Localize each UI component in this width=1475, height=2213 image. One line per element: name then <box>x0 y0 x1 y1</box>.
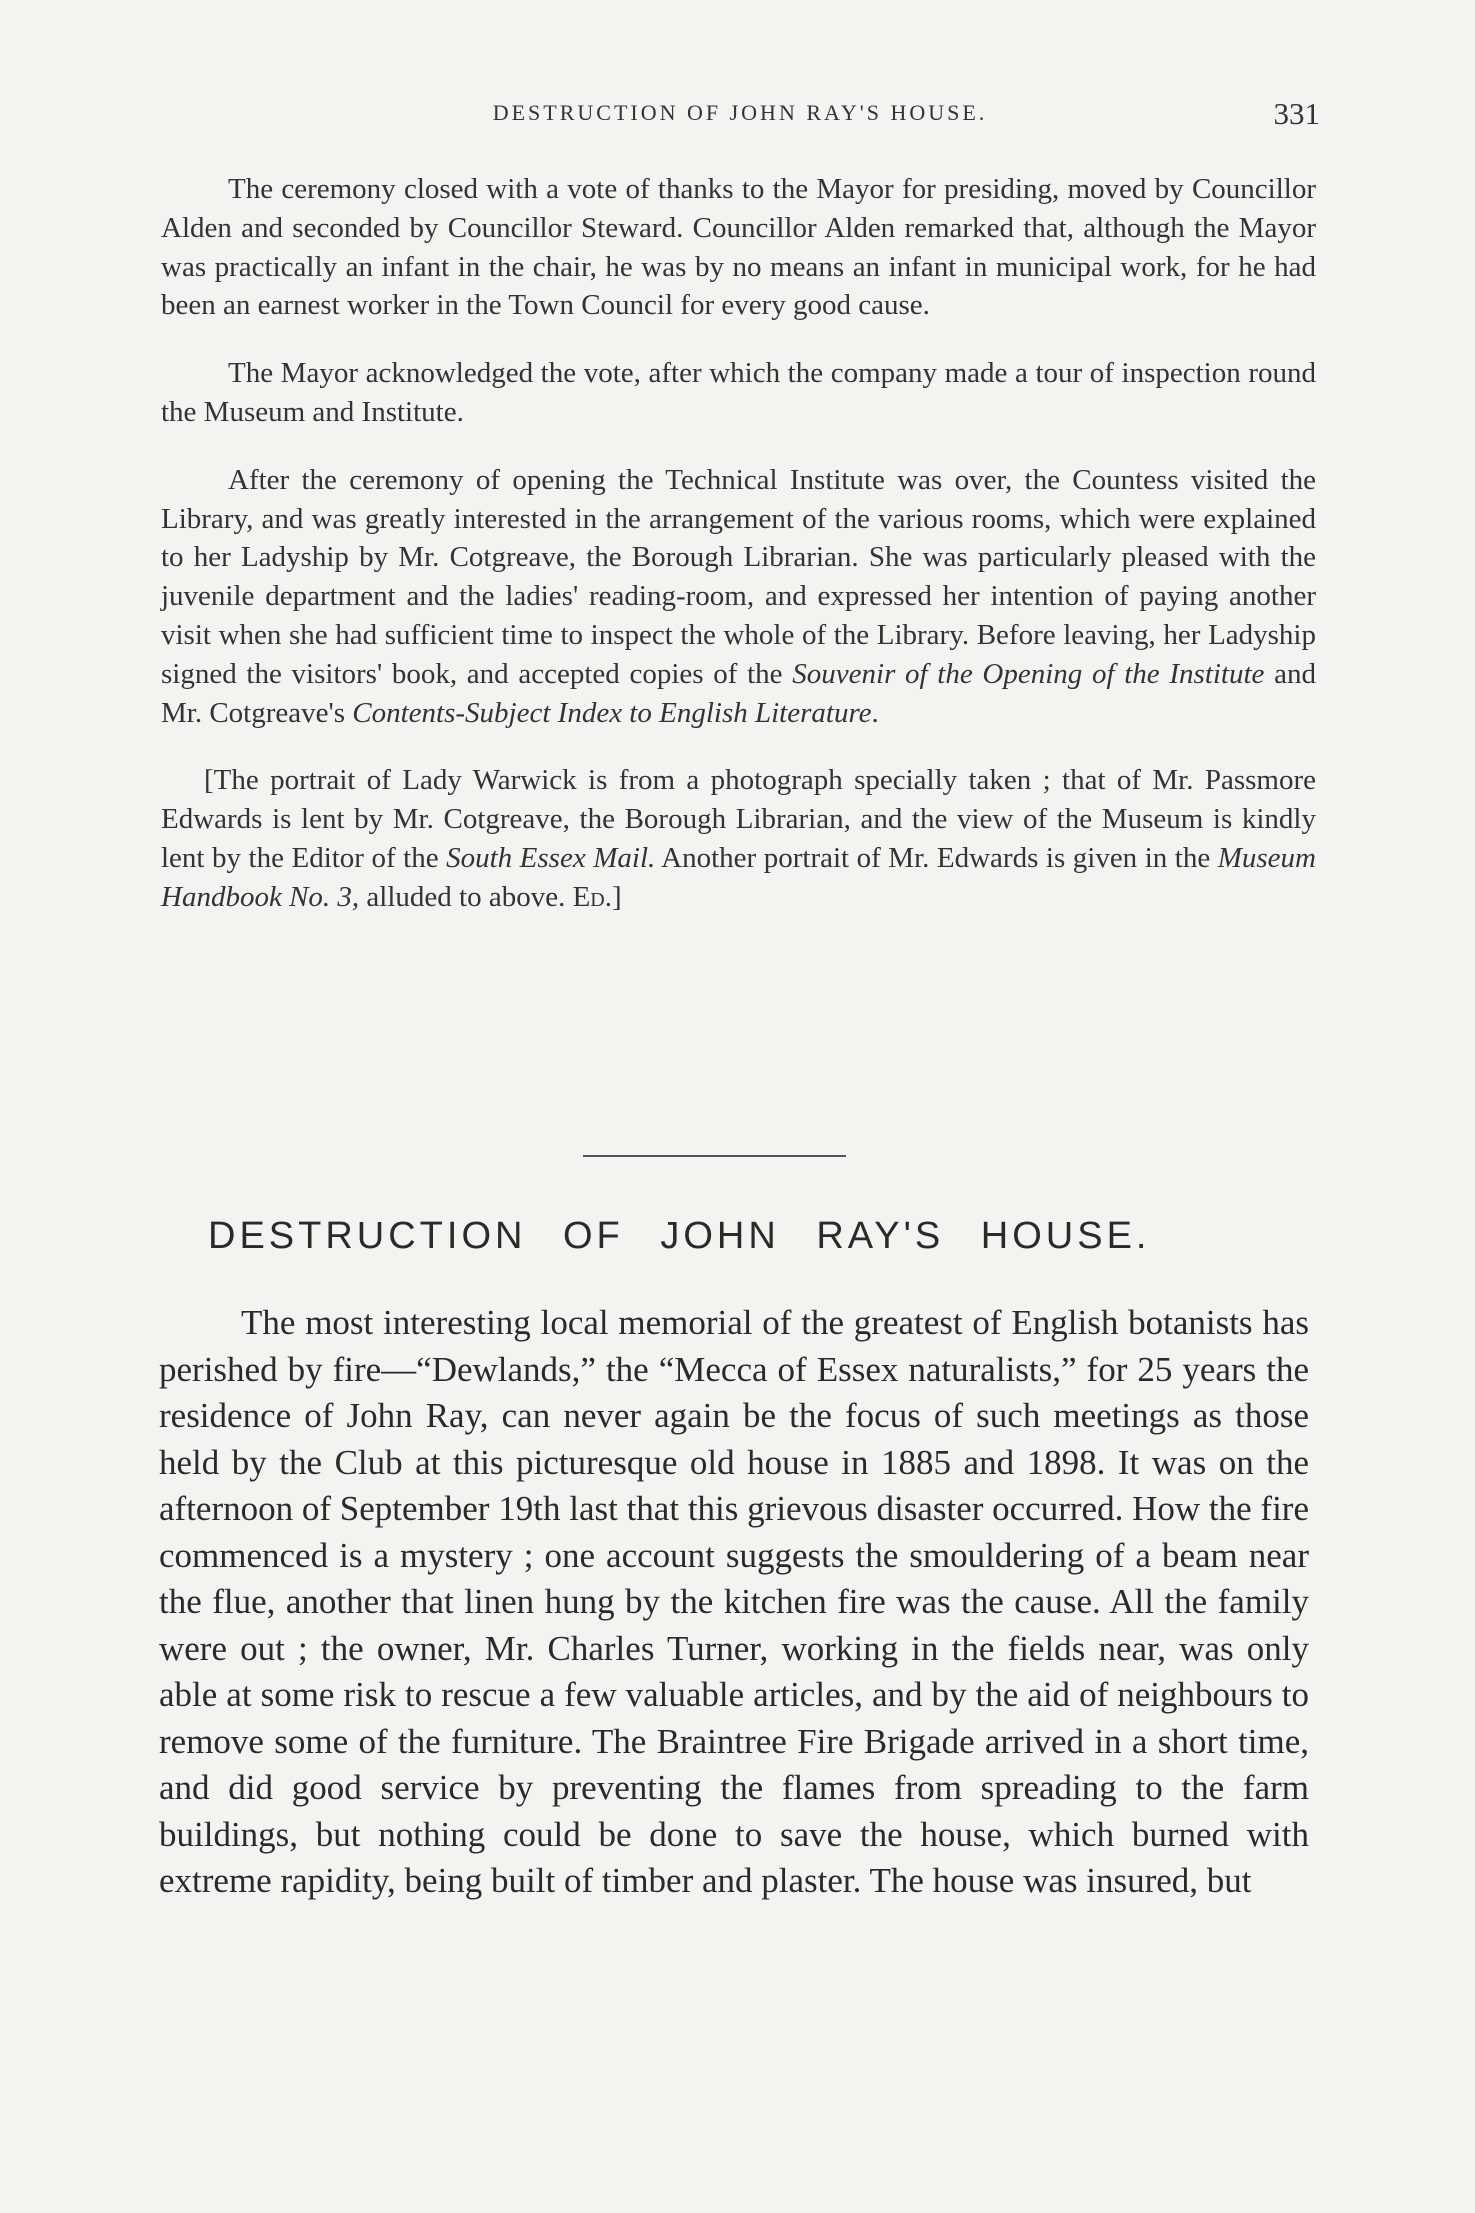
editor-note-part1: [The portrait of Lady Warwick is from a photograph specially taken ; that of Mr. Passmore Edwards is lent by Mr. Cotgreave, the Borough Librarian, and the view of the Museum is kindly lent by the Editor of the <box>161 764 1316 874</box>
museum-handbook-title: Museum Handbook No. 3, <box>161 841 1316 913</box>
section-body <box>159 1300 1309 1905</box>
editor-note-part3: alluded to above. <box>359 880 573 913</box>
editor-note-part2: Another portrait of Mr. Edwards is given in the <box>655 841 1218 874</box>
editor-signature: Ed. <box>572 880 613 913</box>
paragraph-mayor-acknowledged: The Mayor acknowledged the vote, after which the company made a tour of inspection round the Museum and Institute. <box>161 357 1316 428</box>
paragraph-end: . <box>871 696 879 729</box>
paragraph-countess-visit <box>161 461 1316 733</box>
running-title: DESTRUCTION OF JOHN RAY'S HOUSE. <box>492 100 988 125</box>
section-heading: DESTRUCTION OF JOHN RAY'S HOUSE. <box>208 1215 1151 1257</box>
paragraph-destruction: The most interesting local memorial of the greatest of English botanists has perished by fire—“Dewlands,” the “Mecca of Essex naturalists,” for 25 years the residence of John Ray, can never again be the focus of such meetings as those held by the Club at this picturesque old house in 1885 and 1898. It was on the afternoon of September 19th last that this grievous disaster occurred. How the fire commenced is a mystery ; one account suggests the smouldering of a beam near the flue, another that linen hung by the kitchen fire was the cause. All the family were out ; the owner, Mr. Charles Turner, working in the fields near, was only able at some risk to rescue a few valuable articles, and by the aid of neighbours to remove some of the furniture. The Braintree Fire Brigade arrived in a short time, and did good service by preventing the flames from spreading to the farm buildings, but nothing could be done to save the house, which burned with extreme rapidity, being built of timber and plaster. The house was insured, but <box>159 1303 1309 1900</box>
continued-article <box>161 170 1316 946</box>
running-head <box>160 96 1320 140</box>
paragraph-vote-of-thanks: The ceremony closed with a vote of thanks to the Mayor for presiding, moved by Councillor Alden and seconded by Councillor Steward. Councillor Alden remarked that, although the Mayor was practically an infant in the chair, he was by no means an infant in municipal work, for he had been an earnest worker in the Town Council for every good cause. <box>161 173 1316 322</box>
south-essex-mail-title: South Essex Mail. <box>446 841 656 874</box>
section-divider <box>583 1155 846 1157</box>
editor-note <box>161 761 1316 916</box>
and-mr-text: and Mr. Cotgreave's <box>161 657 1316 729</box>
page-number: 331 <box>1273 96 1320 131</box>
editor-note-close: ] <box>612 880 622 913</box>
countess-visit-text: After the ceremony of opening the Technical Institute was over, the Countess visited the Library, and was greatly interested in the arrangement of the various rooms, which were explained to her Ladyship by Mr. Cotgreave, the Borough Librarian. She was particularly pleased with the juvenile department and the ladies' reading-room, and expressed her intention of paying another visit when she had sufficient time to inspect the whole of the Library. Before leaving, her Ladyship signed the visitors' book, and accepted copies of the <box>161 463 1316 690</box>
contents-index-title: Contents-Subject Index to English Literature <box>352 696 872 729</box>
souvenir-title: Souvenir of the Opening of the Institute <box>792 657 1265 690</box>
